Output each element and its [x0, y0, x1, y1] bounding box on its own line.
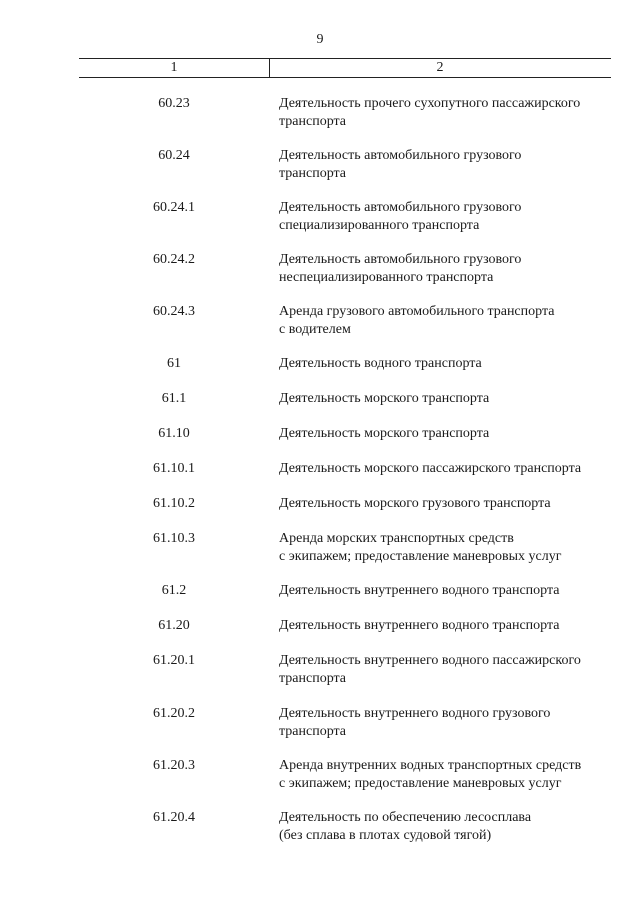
row-code: 61.20	[158, 618, 190, 633]
header-col-2: 2	[436, 60, 444, 75]
header-col-1: 1	[170, 60, 178, 75]
row-code: 61	[167, 356, 181, 371]
row-description: Деятельность внутреннего водного пассажирского транспорта	[279, 653, 581, 686]
row-description: Деятельность внутреннего водного грузового транспорта	[279, 706, 551, 739]
row-description: Деятельность автомобильного грузового специализированного транспорта	[279, 200, 522, 233]
row-code: 60.24	[158, 148, 190, 163]
row-description: Деятельность морского транспорта	[279, 391, 490, 406]
row-description: Деятельность морского грузового транспорта	[279, 496, 551, 511]
row-description: Аренда грузового автомобильного транспорта с водителем	[279, 304, 555, 337]
row-code: 61.1	[161, 391, 187, 406]
row-code: 60.23	[158, 96, 190, 111]
row-code: 60.24.2	[153, 252, 195, 267]
row-description: Деятельность морского пассажирского транспорта	[279, 461, 582, 476]
row-description: Деятельность по обеспечению лесосплава (без сплава в плотах судовой тягой)	[279, 810, 532, 843]
row-description: Деятельность морского транспорта	[279, 426, 490, 441]
row-description: Аренда внутренних водных транспортных средств с экипажем; предоставление маневровых услуг	[279, 758, 582, 791]
row-description: Деятельность автомобильного грузового неспециализированного транспорта	[279, 252, 522, 285]
row-code: 61.20.1	[153, 653, 195, 668]
row-code: 61.10.1	[153, 461, 195, 476]
row-code: 61.20.2	[153, 706, 195, 721]
row-description: Деятельность внутреннего водного транспорта	[279, 583, 560, 598]
row-code: 61.20.3	[153, 758, 195, 773]
row-code: 61.2	[161, 583, 187, 598]
row-code: 61.10.2	[153, 496, 195, 511]
row-code: 60.24.1	[153, 200, 195, 215]
row-description: Деятельность внутреннего водного транспорта	[279, 618, 560, 633]
row-code: 61.10.3	[153, 531, 195, 546]
row-code: 61.20.4	[153, 810, 195, 825]
row-code: 61.10	[158, 426, 190, 441]
row-description: Деятельность прочего сухопутного пассажирского транспорта	[279, 96, 581, 129]
row-code: 60.24.3	[153, 304, 195, 319]
page-number: 9	[316, 32, 324, 47]
row-description: Деятельность автомобильного грузового транспорта	[279, 148, 522, 181]
row-description: Аренда морских транспортных средств с экипажем; предоставление маневровых услуг	[279, 531, 562, 564]
row-description: Деятельность водного транспорта	[279, 356, 482, 371]
